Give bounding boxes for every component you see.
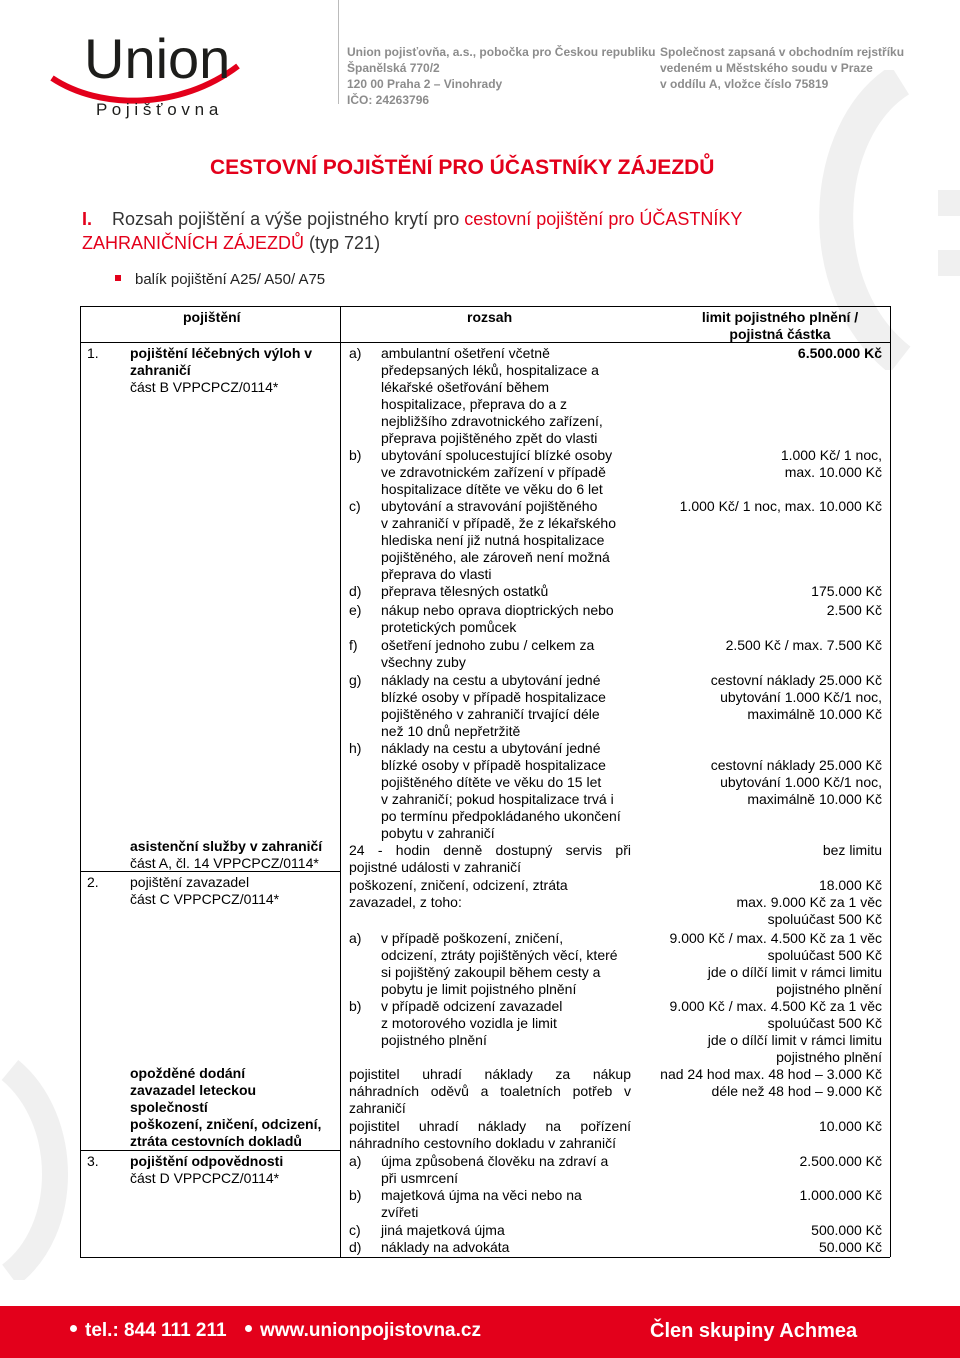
limit-line: pojistného plnění (776, 981, 882, 997)
item-b-text (381, 447, 641, 498)
liability-a-limit: 2.500.000 Kč (799, 1153, 882, 1169)
limit-line: max. 9.000 Kč za 1 věc (736, 894, 882, 910)
header-divider (338, 0, 339, 104)
row-number: 3. (87, 1153, 99, 1169)
item-line: pojištěného v zahraničí trvající déle (381, 706, 600, 722)
item-line: ubytování a stravování pojištěného (381, 498, 598, 514)
delay-name (130, 1065, 335, 1150)
footer-phone-text: tel.: 844 111 211 (85, 1320, 227, 1341)
item-line: hospitalizace dítěte ve věku do 6 let (381, 481, 603, 497)
footer-group: Člen skupiny Achmea (650, 1320, 858, 1342)
item-letter: b) (349, 447, 362, 463)
item-letter: e) (349, 602, 362, 618)
baggage-b-text (381, 998, 641, 1049)
limit-line: ubytování 1.000 Kč/1 noc, (720, 689, 882, 705)
package-label: balík pojištění A25/ A50/ A75 (135, 271, 326, 288)
item-line: poškození, zničení, odcizení, ztráta (349, 877, 568, 893)
item-line: přeprava pojištěného zpět do vlasti (381, 430, 598, 446)
header-registration-line: Společnost zapsaná v obchodním rejstříku (660, 45, 905, 59)
item-c-limit: 1.000 Kč/ 1 noc, max. 10.000 Kč (679, 498, 882, 514)
item-f-text (381, 637, 641, 671)
header-registration-line: v oddílu A, vložce číslo 75819 (660, 77, 829, 91)
limit-line: ubytování 1.000 Kč/1 noc, (720, 774, 882, 790)
docs-limit: 10.000 Kč (818, 1118, 882, 1134)
row3-name (130, 1153, 335, 1187)
row-number: 2. (87, 874, 99, 890)
header-address-line: Union pojisťovňa, a.s., pobočka pro Českou republiku (347, 45, 656, 59)
docs-name-line: ztráta cestovních dokladů (130, 1133, 302, 1149)
limit-line: cestovní náklady 25.000 Kč (710, 757, 882, 773)
row-divider (80, 1150, 340, 1151)
item-line: 24 - hodin denně dostupný servis při (349, 842, 631, 858)
limit-line: spoluúčast 500 Kč (767, 911, 882, 927)
logo-subtitle: P o j i š ť o v n a (96, 100, 219, 119)
item-letter: c) (349, 498, 361, 514)
limit-line: max. 10.000 Kč (784, 464, 882, 480)
item-line: pojištěného, ale zároveň není možná (381, 549, 610, 565)
footer-bar (0, 1306, 960, 1358)
header-registration (660, 44, 904, 92)
item-letter: c) (349, 1222, 361, 1238)
item-g-limit (640, 672, 882, 723)
assistance-text (349, 842, 631, 876)
baggage-a-limit (620, 930, 882, 998)
baggage-text (349, 877, 631, 911)
item-line: si pojištěný zakoupil během cesty a (381, 964, 601, 980)
liability-b-text (381, 1187, 641, 1221)
section-heading (82, 207, 882, 255)
delay-text (349, 1066, 631, 1117)
limit-line: spoluúčast 500 Kč (767, 947, 882, 963)
row1-name-line: pojištění léčebných výloh v (130, 345, 313, 361)
row3-part: část D VPPCPCZ/0114* (130, 1170, 280, 1186)
limit-line: jde o dílčí limit v rámci limitu (707, 1032, 882, 1048)
item-line: v případě poškození, zničení, (381, 930, 564, 946)
limit-line: maximálně 10.000 Kč (747, 706, 882, 722)
item-d-text: přeprava tělesných ostatků (381, 583, 549, 599)
delay-name-line: společností (130, 1099, 208, 1115)
liability-c-text: jiná majetková újma (381, 1222, 505, 1238)
item-line: zavazadel, z toho: (349, 894, 462, 910)
liability-d-text: náklady na advokáta (381, 1239, 510, 1255)
section-type: (typ 721) (309, 233, 381, 253)
header-insurance: pojištění (183, 309, 241, 325)
row-number: 1. (87, 345, 99, 361)
item-line: protetických pomůcek (381, 619, 517, 635)
item-line: pojistitel uhradí náklady za nákup (349, 1066, 631, 1082)
company-logo (40, 20, 300, 130)
item-line: pojistné události v zahraničí (349, 859, 521, 875)
item-letter: h) (349, 740, 362, 756)
section-highlight: cestovní pojištění pro ÚČASTNÍKY ZAHRANIČNÍCH ZÁJEZDŮ (82, 209, 743, 253)
document-title: CESTOVNÍ POJIŠTĚNÍ PRO ÚČASTNÍKY ZÁJEZDŮ (210, 156, 715, 179)
item-g-text (381, 672, 641, 740)
item-line: újma způsobená člověku na zdraví a (381, 1153, 609, 1169)
item-line: zvířeti (381, 1204, 419, 1220)
baggage-limit (640, 877, 882, 928)
item-line: v zahraničí; pokud hospitalizace trvá i (381, 791, 614, 807)
item-line: blízké osoby v případě hospitalizace (381, 757, 606, 773)
item-letter: a) (349, 1153, 362, 1169)
header-registration-line: vedeném u Městského soudu v Praze (660, 61, 873, 75)
row1-name (130, 345, 335, 396)
section-number: I. (82, 209, 93, 229)
item-line: po termínu předpokládaného ukončení (381, 808, 621, 824)
row1-name-line: zahraničí (130, 362, 191, 378)
header-limit-line: limit pojistného plnění / (701, 309, 859, 325)
docs-name-line: poškození, zničení, odcizení, (130, 1116, 322, 1132)
item-line: zahraničí (349, 1100, 406, 1116)
section-text: Rozsah pojištění a výše pojistného krytí pro (112, 209, 460, 229)
item-line: hlediska není již nutná hospitalizace (381, 532, 605, 548)
item-line: majetková újma na věci nebo na (381, 1187, 582, 1203)
item-e-text (381, 602, 641, 636)
item-line: náklady na cestu a ubytování jedné (381, 672, 601, 688)
limit-line: 9.000 Kč / max. 4.500 Kč za 1 věc (669, 998, 882, 1014)
header-scope: rozsah (467, 309, 513, 325)
limit-line: spoluúčast 500 Kč (767, 1015, 882, 1031)
item-a-limit: 6.500.000 Kč (797, 345, 882, 361)
liability-b-limit: 1.000.000 Kč (799, 1187, 882, 1203)
baggage-b-limit (620, 998, 882, 1066)
bullet-dot-icon (70, 1325, 77, 1332)
item-letter: b) (349, 998, 362, 1014)
item-letter: b) (349, 1187, 362, 1203)
item-line: náklady na cestu a ubytování jedné (381, 740, 601, 756)
limit-line: 18.000 Kč (818, 877, 882, 893)
item-line: nejbližšího zdravotnického zařízení, (381, 413, 603, 429)
row3-name-line: pojištění odpovědnosti (130, 1153, 284, 1169)
header-address (347, 44, 655, 108)
item-line: nákup nebo oprava dioptrických nebo (381, 602, 614, 618)
footer-website[interactable] (245, 1320, 481, 1342)
assistance-name (130, 838, 335, 872)
row2-part: část C VPPCPCZ/0114* (130, 891, 280, 907)
liability-a-text (381, 1153, 641, 1187)
footer-website-link[interactable]: www.unionpojistovna.cz (260, 1320, 481, 1341)
logo-word: Union (84, 27, 231, 90)
item-line: hospitalizace, přeprava do a z (381, 396, 567, 412)
item-line: pojištěného dítěte ve věku do 15 let (381, 774, 602, 790)
item-line: pojistného plnění (381, 1032, 487, 1048)
delay-limit (620, 1066, 882, 1100)
limit-line: 9.000 Kč / max. 4.500 Kč za 1 věc (669, 930, 882, 946)
item-line: ve zdravotnickém zařízení v případě (381, 464, 606, 480)
item-line: v případě odcizení zavazadel (381, 998, 563, 1014)
liability-c-limit: 500.000 Kč (811, 1222, 882, 1238)
item-line: blízké osoby v případě hospitalizace (381, 689, 606, 705)
limit-line: cestovní náklady 25.000 Kč (710, 672, 882, 688)
header-address-line: Španělská 770/2 (347, 61, 440, 75)
item-a-text (381, 345, 641, 447)
package-bullet (115, 271, 325, 288)
item-h-limit (640, 757, 882, 808)
item-b-limit (640, 447, 882, 481)
table-top-border (80, 306, 890, 307)
item-line: než 10 dnů nepřetržitě (381, 723, 521, 739)
item-letter: g) (349, 672, 362, 688)
watermark-graphic-left (0, 1060, 80, 1280)
item-h-text (381, 740, 641, 842)
assistance-limit: bez limitu (822, 842, 882, 858)
item-letter: d) (349, 583, 362, 599)
item-line: při usmrcení (381, 1170, 459, 1186)
item-line: předepsaných léků, hospitalizace a (381, 362, 599, 378)
item-line: lékařské ošetřování během (381, 379, 550, 395)
limit-line: jde o dílčí limit v rámci limitu (707, 964, 882, 980)
item-line: ošetření jednoho zubu / celkem za (381, 637, 595, 653)
item-line: odcizení, ztráty pojištěných věcí, které (381, 947, 618, 963)
item-letter: a) (349, 930, 362, 946)
item-line: z motorového vozidla je limit (381, 1015, 557, 1031)
header-limit-line: pojistná částka (729, 326, 831, 342)
table-column-divider (340, 306, 341, 1257)
item-line: náhradních oděvů a toaletních potřeb v (349, 1083, 631, 1099)
limit-line: nad 24 hod max. 48 hod – 3.000 Kč (660, 1066, 882, 1082)
row2-name (130, 874, 335, 908)
item-line: náhradního cestovního dokladu v zahraničí (349, 1135, 616, 1151)
row2-name-line: pojištění zavazadel (130, 874, 250, 890)
item-c-text (381, 498, 641, 583)
limit-line: pojistného plnění (776, 1049, 882, 1065)
item-line: pobytu v zahraničí (381, 825, 495, 841)
item-letter: f) (349, 637, 358, 653)
liability-d-limit: 50.000 Kč (818, 1239, 882, 1255)
limit-line: 1.000 Kč/ 1 noc, (780, 447, 882, 463)
item-line: pobytu je limit pojistného plnění (381, 981, 577, 997)
header-address-line: 120 00 Praha 2 – Vinohrady (347, 77, 503, 91)
item-f-limit: 2.500 Kč / max. 7.500 Kč (725, 637, 882, 653)
bullet-icon (115, 275, 121, 281)
table-bottom-border (80, 1257, 890, 1258)
item-line: přeprava do vlasti (381, 566, 492, 582)
footer-phone (70, 1320, 227, 1342)
row1-part: část B VPPCPCZ/0114* (130, 379, 279, 395)
item-line: všechny zuby (381, 654, 466, 670)
docs-text (349, 1118, 631, 1152)
item-line: v zahraničí v případě, že z lékařského (381, 515, 617, 531)
item-line: ambulantní ošetření včetně (381, 345, 550, 361)
header-limit (650, 309, 910, 343)
item-letter: a) (349, 345, 362, 361)
delay-name-line: opožděné dodání (130, 1065, 246, 1081)
baggage-a-text (381, 930, 641, 998)
assistance-title: asistenční služby v zahraničí (130, 838, 323, 854)
item-line: ubytování spolucestující blízké osoby (381, 447, 613, 463)
delay-name-line: zavazadel leteckou (130, 1082, 257, 1098)
bullet-dot-icon (245, 1325, 252, 1332)
item-letter: d) (349, 1239, 362, 1255)
limit-line: déle než 48 hod – 9.000 Kč (711, 1083, 882, 1099)
item-line: pojistitel uhradí náklady na pořízení (349, 1118, 631, 1134)
item-e-limit: 2.500 Kč (826, 602, 882, 618)
limit-line: maximálně 10.000 Kč (747, 791, 882, 807)
header-address-line: IČO: 24263796 (347, 93, 430, 107)
item-d-limit: 175.000 Kč (811, 583, 882, 599)
assistance-part: část A, čl. 14 VPPCPCZ/0114* (130, 855, 319, 871)
